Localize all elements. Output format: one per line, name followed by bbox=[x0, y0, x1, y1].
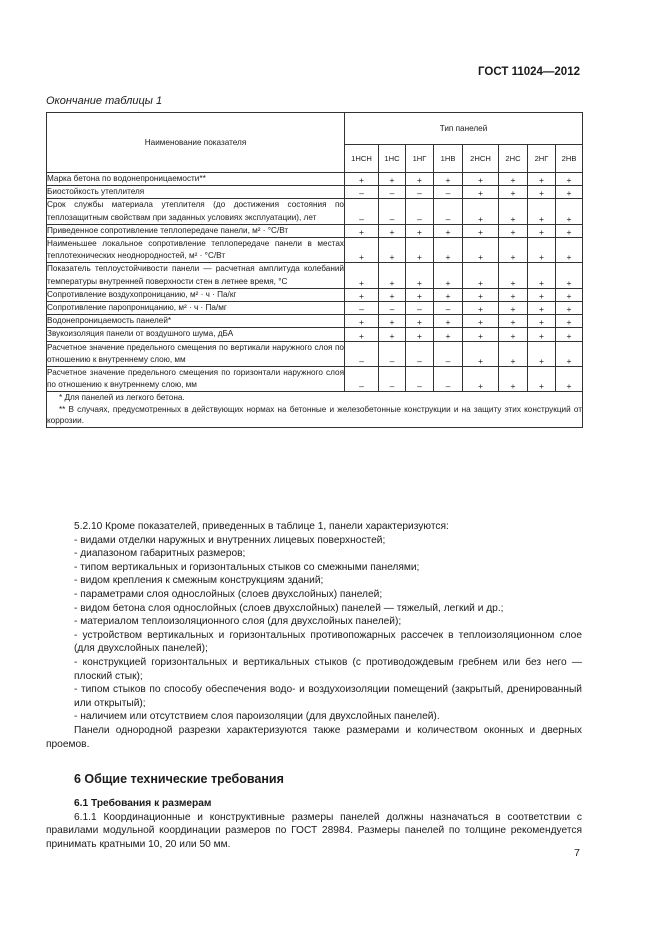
row-value: + bbox=[528, 367, 556, 392]
row-value: + bbox=[379, 224, 406, 237]
row-value: + bbox=[406, 238, 434, 263]
page-number: 7 bbox=[574, 847, 580, 859]
row-value: + bbox=[463, 367, 499, 392]
row-value: + bbox=[345, 224, 379, 237]
row-value: + bbox=[528, 315, 556, 328]
document-id: ГОСТ 11024—2012 bbox=[478, 66, 580, 78]
row-value: – bbox=[434, 186, 463, 199]
row-label: Биостойкость утеплителя bbox=[47, 186, 345, 199]
row-value: + bbox=[556, 315, 583, 328]
row-value: – bbox=[434, 341, 463, 366]
row-value: + bbox=[528, 288, 556, 301]
row-value: + bbox=[499, 288, 528, 301]
table-caption: Окончание таблицы 1 bbox=[46, 95, 163, 107]
row-label: Расчетное значение предельного смещения по горизонтали наружного слоя по отношению к внутреннему слою, мм bbox=[47, 367, 345, 392]
row-value: + bbox=[406, 328, 434, 341]
row-value: – bbox=[345, 341, 379, 366]
row-value: – bbox=[406, 199, 434, 224]
row-value: + bbox=[345, 173, 379, 186]
row-value: + bbox=[528, 302, 556, 315]
row-value: + bbox=[463, 288, 499, 301]
row-value: – bbox=[406, 186, 434, 199]
table-row bbox=[47, 173, 583, 186]
characteristics-list bbox=[46, 534, 582, 724]
row-value: + bbox=[556, 288, 583, 301]
row-value: + bbox=[556, 302, 583, 315]
row-value: + bbox=[434, 263, 463, 288]
list-item: - конструкцией горизонтальных и вертикальных стыков (с противодождевым гребнем или без него — плоский стык); bbox=[74, 656, 582, 682]
row-value: + bbox=[556, 173, 583, 186]
row-value: – bbox=[345, 302, 379, 315]
row-value: + bbox=[556, 367, 583, 392]
subsection-6-1-heading: 6.1 Требования к размерам bbox=[74, 798, 212, 810]
row-value: + bbox=[434, 238, 463, 263]
row-value: + bbox=[556, 341, 583, 366]
table-row bbox=[47, 315, 583, 328]
row-label: Звукоизоляция панели от воздушного шума, дБА bbox=[47, 328, 345, 341]
list-item: - видами отделки наружных и внутренних лицевых поверхностей; bbox=[74, 534, 386, 546]
row-label: Срок службы материала утеплителя (до достижения состояния по теплозащитным свойствам при заданных условиях эксплуатации), лет bbox=[47, 199, 345, 224]
row-value: + bbox=[528, 173, 556, 186]
row-value: + bbox=[528, 199, 556, 224]
row-value: + bbox=[434, 328, 463, 341]
table-row bbox=[47, 199, 583, 224]
row-value: – bbox=[434, 302, 463, 315]
row-value: – bbox=[345, 199, 379, 224]
row-value: + bbox=[406, 263, 434, 288]
column-header-type: 2НВ bbox=[556, 145, 583, 173]
row-label: Приведенное сопротивление теплопередаче панели, м² · °С/Вт bbox=[47, 224, 345, 237]
row-value: + bbox=[556, 263, 583, 288]
row-value: + bbox=[345, 315, 379, 328]
row-value: + bbox=[379, 288, 406, 301]
row-value: + bbox=[528, 328, 556, 341]
row-value: + bbox=[499, 186, 528, 199]
paragraph-homogeneous: Панели однородной разрезки характеризуются также размерами и количеством оконных и дверных проемов. bbox=[46, 724, 582, 750]
paragraph-5-2-10: 5.2.10 Кроме показателей, приведенных в таблице 1, панели характеризуются: bbox=[74, 521, 449, 532]
row-value: + bbox=[556, 238, 583, 263]
row-value: + bbox=[499, 263, 528, 288]
row-value: + bbox=[528, 341, 556, 366]
row-label: Водонепроницаемость панелей* bbox=[47, 315, 345, 328]
row-value: – bbox=[379, 341, 406, 366]
row-label: Расчетное значение предельного смещения по вертикали наружного слоя по отношению к внутреннему слою, мм bbox=[47, 341, 345, 366]
list-item: - видом крепления к смежным конструкциям зданий; bbox=[74, 575, 324, 587]
row-value: – bbox=[406, 367, 434, 392]
row-value: + bbox=[379, 263, 406, 288]
row-value: + bbox=[379, 315, 406, 328]
row-value: + bbox=[434, 173, 463, 186]
column-group-header: Тип панелей bbox=[345, 113, 583, 145]
section-6-heading: 6 Общие технические требования bbox=[74, 772, 284, 787]
row-value: + bbox=[499, 238, 528, 263]
row-value: – bbox=[379, 367, 406, 392]
row-value: + bbox=[406, 288, 434, 301]
row-value: + bbox=[463, 186, 499, 199]
body-text bbox=[46, 520, 582, 851]
table-row bbox=[47, 367, 583, 392]
table-row bbox=[47, 224, 583, 237]
row-value: – bbox=[345, 186, 379, 199]
row-value: + bbox=[463, 173, 499, 186]
row-value: + bbox=[499, 367, 528, 392]
row-value: + bbox=[434, 315, 463, 328]
footnote-1: * Для панелей из легкого бетона. bbox=[59, 393, 185, 403]
row-value: + bbox=[463, 315, 499, 328]
row-value: + bbox=[556, 328, 583, 341]
row-value: – bbox=[406, 341, 434, 366]
row-value: + bbox=[345, 238, 379, 263]
row-value: + bbox=[434, 288, 463, 301]
row-value: + bbox=[528, 238, 556, 263]
row-value: + bbox=[556, 224, 583, 237]
table-row bbox=[47, 288, 583, 301]
row-value: + bbox=[345, 263, 379, 288]
column-header-type: 1НГ bbox=[406, 145, 434, 173]
paragraph-6-1-1: 6.1.1 Координационные и конструктивные размеры панелей должны назначаться в соответствии с правилами модульной координации размеров по ГОСТ 28984. Размеры панелей по толщине рекомендуется принимать кратными 10, 20 или 50 мм. bbox=[46, 811, 582, 850]
column-header-type: 1НВ bbox=[434, 145, 463, 173]
row-value: – bbox=[379, 199, 406, 224]
column-header-name: Наименование показателя bbox=[47, 113, 345, 173]
row-value: + bbox=[406, 315, 434, 328]
row-label: Марка бетона по водонепроницаемости** bbox=[47, 173, 345, 186]
row-value: + bbox=[463, 224, 499, 237]
row-value: + bbox=[379, 238, 406, 263]
list-item: - параметрами слоя однослойных (слоев двухслойных) панелей; bbox=[74, 588, 383, 600]
column-header-type: 2НС bbox=[499, 145, 528, 173]
row-value: + bbox=[463, 302, 499, 315]
row-value: + bbox=[345, 288, 379, 301]
row-value: + bbox=[434, 224, 463, 237]
row-value: – bbox=[406, 302, 434, 315]
row-value: – bbox=[434, 199, 463, 224]
list-item: - наличием или отсутствием слоя пароизоляции (для двухслойных панелей). bbox=[74, 711, 440, 723]
row-value: + bbox=[499, 224, 528, 237]
row-value: + bbox=[463, 263, 499, 288]
table-row bbox=[47, 186, 583, 199]
row-value: + bbox=[406, 173, 434, 186]
table-row bbox=[47, 263, 583, 288]
row-value: + bbox=[379, 173, 406, 186]
row-value: + bbox=[556, 199, 583, 224]
table-row bbox=[47, 341, 583, 366]
column-header-type: 1НСН bbox=[345, 145, 379, 173]
row-value: + bbox=[499, 173, 528, 186]
row-value: + bbox=[406, 224, 434, 237]
row-value: + bbox=[463, 238, 499, 263]
row-value: + bbox=[528, 186, 556, 199]
row-value: + bbox=[528, 263, 556, 288]
row-value: + bbox=[345, 328, 379, 341]
indicators-table bbox=[46, 112, 583, 428]
table-row bbox=[47, 302, 583, 315]
row-value: + bbox=[463, 199, 499, 224]
row-label: Показатель теплоустойчивости панели — расчетная амплитуда колебаний температуры внутренней поверхности стен в летнее время, °С bbox=[47, 263, 345, 288]
column-header-type: 2НСН bbox=[463, 145, 499, 173]
row-value: + bbox=[556, 186, 583, 199]
column-header-type: 2НГ bbox=[528, 145, 556, 173]
row-value: – bbox=[379, 302, 406, 315]
row-value: + bbox=[463, 341, 499, 366]
list-item: - диапазоном габаритных размеров; bbox=[74, 548, 246, 560]
row-value: + bbox=[499, 341, 528, 366]
row-label: Сопротивление паропроницанию, м² · ч · Па/мг bbox=[47, 302, 345, 315]
list-item: - материалом теплоизоляционного слоя (для двухслойных панелей); bbox=[74, 616, 402, 628]
row-value: + bbox=[463, 328, 499, 341]
list-item: - типом стыков по способу обеспечения водо- и воздухоизоляции помещений (закрытый, дренированный или открытый); bbox=[74, 684, 582, 709]
table-footnotes bbox=[47, 392, 583, 428]
table-row bbox=[47, 238, 583, 263]
row-value: + bbox=[499, 328, 528, 341]
row-value: – bbox=[345, 367, 379, 392]
row-value: + bbox=[499, 199, 528, 224]
row-value: + bbox=[499, 302, 528, 315]
footnote-2: ** В случаях, предусмотренных в действующих нормах на бетонные и железобетонные конструкции и на защиту этих конструкций от коррозии. bbox=[47, 404, 582, 426]
list-item: - типом вертикальных и горизонтальных стыков со смежными панелями; bbox=[74, 561, 420, 573]
row-value: – bbox=[379, 186, 406, 199]
row-label: Наименьшее локальное сопротивление теплопередаче панели в местах теплотехнических неоднородностей, м² · °С/Вт bbox=[47, 238, 345, 263]
column-header-type: 1НС bbox=[379, 145, 406, 173]
row-value: + bbox=[499, 315, 528, 328]
row-value: – bbox=[434, 367, 463, 392]
row-label: Сопротивление воздухопроницанию, м² · ч · Па/кг bbox=[47, 288, 345, 301]
row-value: + bbox=[528, 224, 556, 237]
table-row bbox=[47, 328, 583, 341]
row-value: + bbox=[379, 328, 406, 341]
list-item: - устройством вертикальных и горизонтальных противопожарных рассечек в теплоизоляционном слое (для двухслойных панелей); bbox=[74, 629, 582, 655]
list-item: - видом бетона слоя однослойных (слоев двухслойных) панелей — тяжелый, легкий и др.; bbox=[74, 602, 504, 614]
